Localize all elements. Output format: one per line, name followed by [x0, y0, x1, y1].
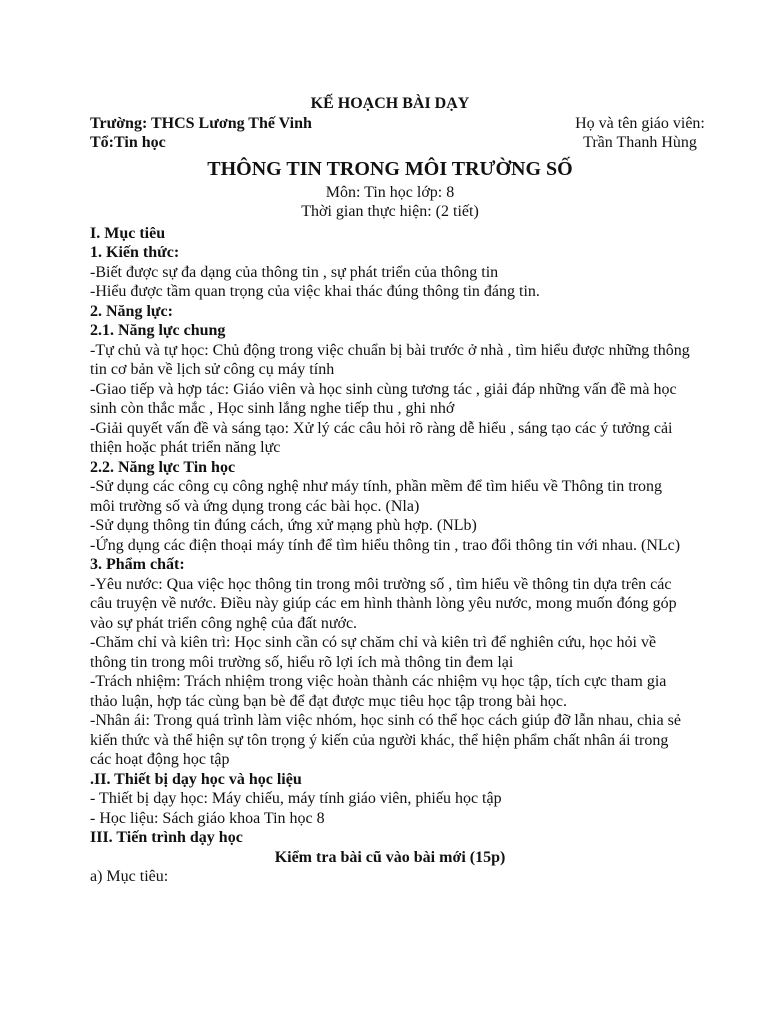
knowledge-line: -Biết được sự đa dạng của thông tin , sự phát triển của thông tin — [90, 263, 499, 281]
subject-line: Môn: Tin học lớp: 8 — [325, 183, 455, 201]
qualities-heading: 3. Phẩm chất: — [90, 556, 185, 573]
objective-label: a) Mục tiêu: — [90, 868, 169, 885]
quality-line: -Yêu nước: Qua việc học thông tin trong môi trường số , tìm hiểu về thông tin dựa trên các câu truyện về nước. Điều này giúp các em hình thành lòng yêu nước, mong muốn đóng góp vào sự phát triển công nghệ của đất nước. — [90, 575, 677, 632]
quality-line: -Chăm chỉ và kiên trì: Học sinh cần có sự chăm chỉ và kiên trì để nghiên cứu, học hỏi về thông tin trong môi trường số, hiểu rõ lợi ích mà thông tin đem lại — [90, 634, 657, 671]
it-competence-line: -Sử dụng thông tin đúng cách, ứng xử mạng phù hợp. (NLb) — [90, 517, 477, 534]
it-competence-heading: 2.2. Năng lực Tin học — [90, 458, 236, 476]
plan-title: KẾ HOẠCH BÀI DẠY — [310, 95, 470, 112]
header-info-row — [90, 114, 705, 153]
quality-line: -Nhân ái: Trong quá trình làm việc nhóm, học sinh có thể học cách giúp đỡ lẫn nhau, chia sẻ kiến thức và thể hiện sự tôn trọng ý kiến của người khác, thể hiện phẩm chất nhân ái trong các hoạt động học tập — [90, 712, 681, 768]
duration-line: Thời gian thực hiện: (2 tiết) — [301, 203, 479, 220]
teacher-label: Họ và tên giáo viên: — [575, 114, 705, 132]
general-competence-heading: 2.1. Năng lực chung — [90, 322, 226, 339]
knowledge-line: -Hiểu được tầm quan trọng của việc khai thác đúng thông tin đáng tin. — [90, 283, 540, 300]
it-competence-line: -Sử dụng các công cụ công nghệ như máy tính, phần mềm để tìm hiểu về Thông tin trong môi trường số và ứng dụng trong các bài học. (Nla) — [90, 478, 663, 515]
equipment-prefix: . — [90, 770, 94, 788]
it-competence-line: -Ứng dụng các điện thoại máy tính để tìm hiểu thông tin , trao đổi thông tin với nhau. (NLc) — [90, 536, 681, 554]
knowledge-heading: 1. Kiến thức: — [90, 244, 180, 261]
general-competence-line: -Tự chủ và tự học: Chủ động trong việc chuẩn bị bài trước ở nhà , tìm hiểu được những thông tin cơ bản về lịch sử công cụ máy tính — [90, 341, 690, 378]
general-competence-line: -Giải quyết vấn đề và sáng tạo: Xử lý các câu hỏi rõ ràng dễ hiểu , sáng tạo các ý tưởng cải thiện hoặc phát triển năng lực — [90, 419, 673, 456]
school-name: Trường: THCS Lương Thế Vinh — [90, 114, 312, 132]
document-body — [90, 94, 705, 887]
lesson-title: THÔNG TIN TRONG MÔI TRƯỜNG SỐ — [207, 157, 573, 180]
activity-title: Kiểm tra bài cũ vào bài mới (15p) — [274, 848, 506, 866]
competence-heading: 2. Năng lực: — [90, 302, 173, 320]
equipment-heading-row — [90, 770, 690, 790]
process-heading: III. Tiến trình dạy học — [90, 829, 243, 846]
teacher-name: Trần Thanh Hùng — [583, 134, 697, 151]
teacher-info — [560, 114, 720, 153]
equipment-heading: II. Thiết bị dạy học và học liệu — [94, 770, 302, 788]
quality-line: -Trách nhiệm: Trách nhiệm trong việc hoàn thành các nhiệm vụ học tập, tích cực tham gia thảo luận, hợp tác cùng bạn bè để đạt được mục tiêu học tập trong bài học. — [90, 673, 667, 710]
general-competence-line: -Giao tiếp và hợp tác: Giáo viên và học sinh cùng tương tác , giải đáp những vấn đề mà học sinh còn thắc mắc , Học sinh lắng nghe tiếp thu , ghi nhớ — [90, 380, 677, 417]
objectives-heading: I. Mục tiêu — [90, 224, 166, 242]
equipment-line: - Thiết bị dạy học: Máy chiếu, máy tính giáo viên, phiếu học tập — [90, 790, 502, 807]
team-name: Tổ:Tin học — [90, 134, 166, 151]
equipment-line: - Học liệu: Sách giáo khoa Tin học 8 — [90, 809, 325, 827]
school-info — [90, 114, 450, 153]
